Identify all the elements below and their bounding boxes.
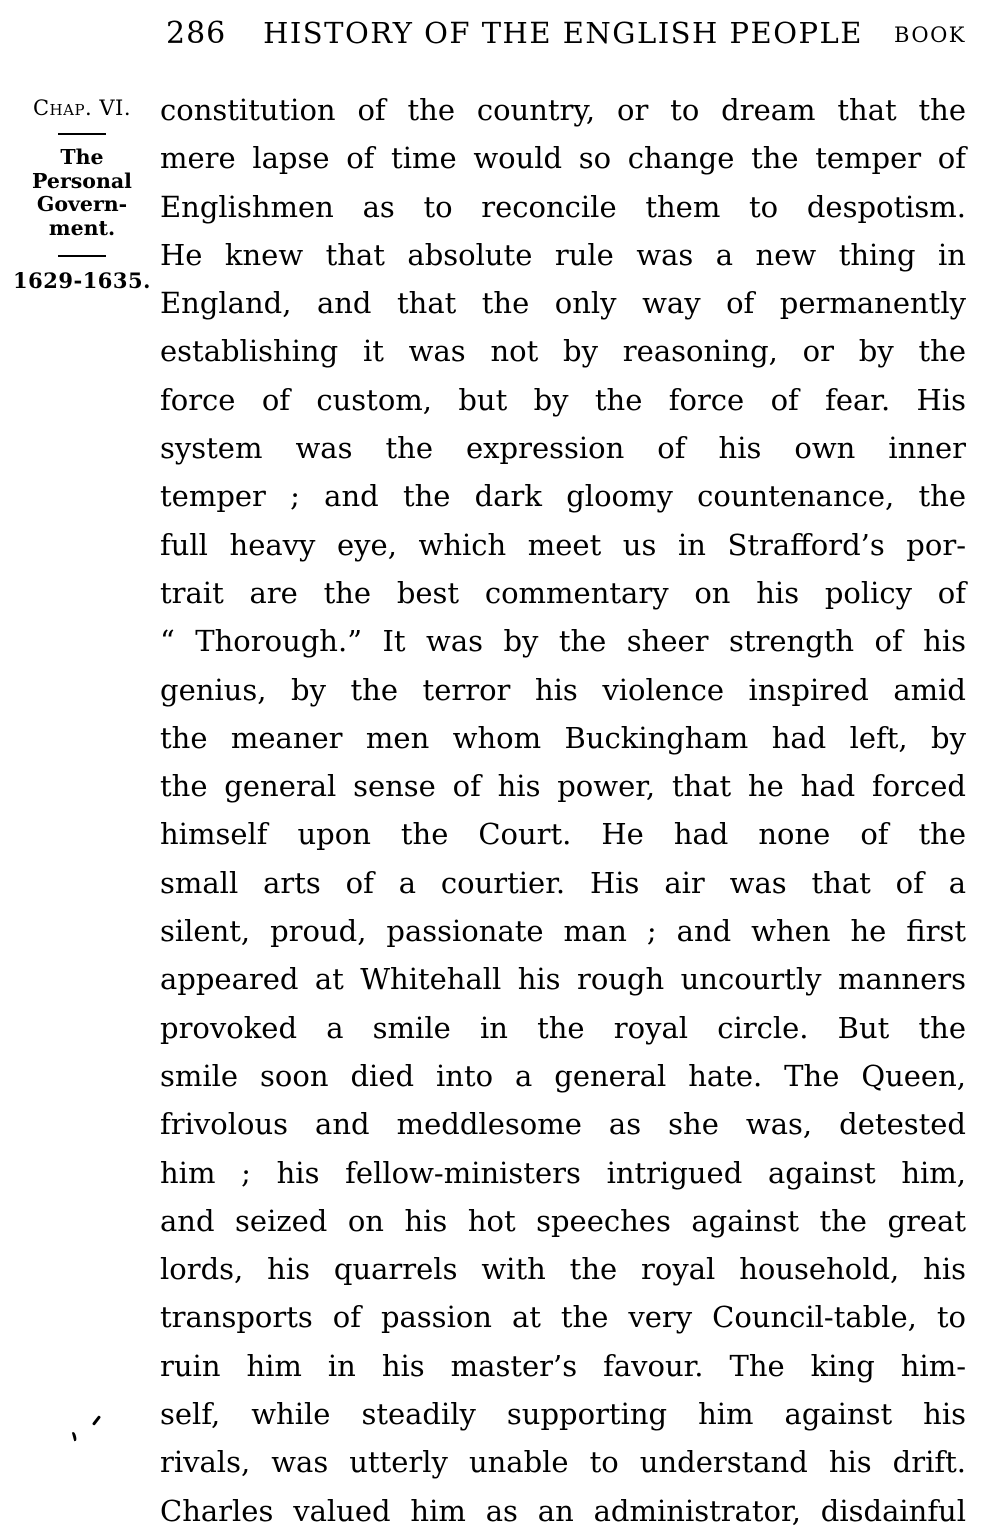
section-title-line: ment. xyxy=(48,215,116,240)
text-line: appeared at Whitehall his rough uncourtly manners xyxy=(160,962,966,997)
section-title-line: The xyxy=(60,145,104,169)
text-line: England, and that the only way of permanently xyxy=(160,286,966,321)
text-line: frivolous and meddlesome as she was, detested xyxy=(160,1107,966,1142)
text-line: force of custom, but by the force of fear. His xyxy=(160,382,966,417)
text-line: ruin him in his master’s favour. The king him- xyxy=(160,1348,966,1383)
text-line: “ Thorough.” It was by the sheer strength of his xyxy=(160,624,966,659)
text-line: Charles valued him as an administrator, disdainful xyxy=(160,1493,966,1528)
text-line: himself upon the Court. He had none of the xyxy=(160,817,966,852)
running-title: HISTORY OF THE ENGLISH PEOPLE xyxy=(263,16,863,50)
text-line: silent, proud, passionate man ; and when he first xyxy=(160,914,966,949)
text-line: Englishmen as to reconcile them to despotism. xyxy=(160,189,966,224)
body-text xyxy=(160,86,966,1535)
date-range: 1629-1635. xyxy=(13,268,151,293)
text-line: full heavy eye, which meet us in Strafford’s por- xyxy=(160,527,966,562)
text-line: He knew that absolute rule was a new thing in xyxy=(160,237,966,272)
margin-notes xyxy=(12,96,152,293)
text-line: establishing it was not by reasoning, or by the xyxy=(160,334,966,369)
text-line: genius, by the terror his violence inspired amid xyxy=(160,672,966,707)
text-line: the meaner men whom Buckingham had left, by xyxy=(160,720,966,755)
divider-rule xyxy=(58,133,106,135)
chapter-heading: Chap. VI. xyxy=(32,96,132,120)
text-line: transports of passion at the very Council-table, to xyxy=(160,1300,966,1335)
scan-speck xyxy=(92,1415,101,1426)
book-label: BOOK xyxy=(894,23,966,47)
text-line: smile soon died into a general hate. The Queen, xyxy=(160,1058,966,1093)
section-title-line: Personal xyxy=(32,168,132,193)
text-line: and seized on his hot speeches against the great xyxy=(160,1203,966,1238)
text-line: system was the expression of his own inner xyxy=(160,431,966,466)
text-line: trait are the best commentary on his policy of xyxy=(160,575,966,610)
text-line: the general sense of his power, that he had forced xyxy=(160,769,966,804)
text-line: lords, his quarrels with the royal household, his xyxy=(160,1252,966,1287)
scan-speck xyxy=(72,1432,77,1441)
text-line: temper ; and the dark gloomy countenance, the xyxy=(160,479,966,514)
section-title xyxy=(12,146,152,240)
text-line: rivals, was utterly unable to understand his drift. xyxy=(160,1445,966,1480)
text-line: small arts of a courtier. His air was that of a xyxy=(160,865,966,900)
text-line: mere lapse of time would so change the temper of xyxy=(160,141,966,176)
page-header xyxy=(160,16,966,56)
page-number: 286 xyxy=(166,16,227,51)
section-title-line: Govern- xyxy=(36,192,128,216)
text-line: provoked a smile in the royal circle. But the xyxy=(160,1010,966,1045)
divider-rule xyxy=(58,255,106,257)
text-line: him ; his fellow-ministers intrigued against him, xyxy=(160,1155,966,1190)
text-line: constitution of the country, or to dream that the xyxy=(160,93,966,127)
text-line: self, while steadily supporting him against his xyxy=(160,1397,966,1432)
